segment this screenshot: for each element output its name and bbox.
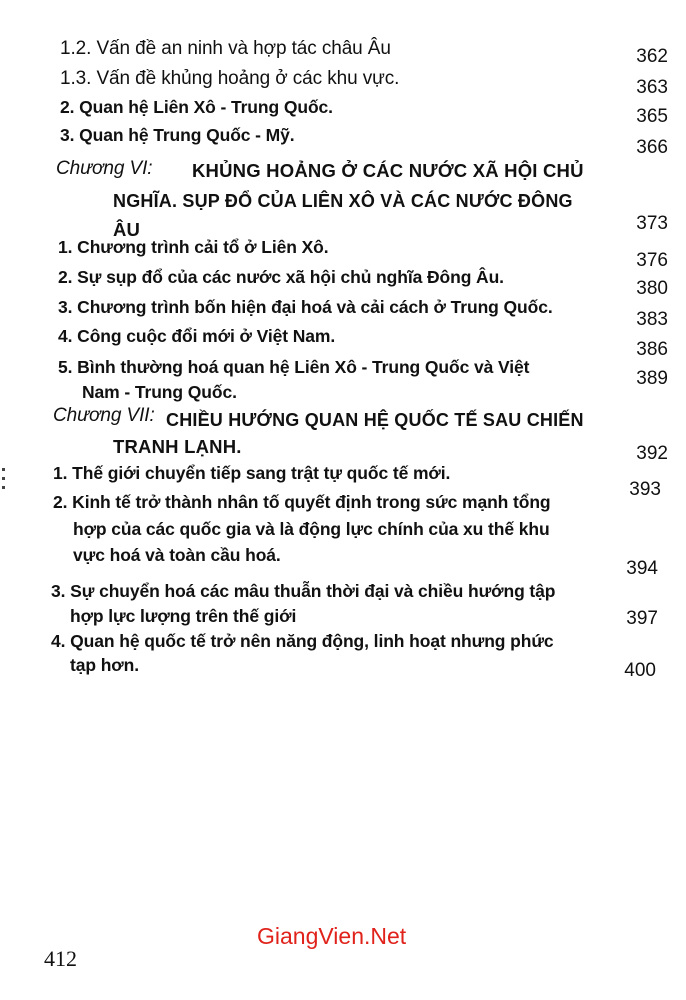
toc-page-chapter-6: 373 xyxy=(636,213,668,234)
toc-entry-7-3-line-2: hợp lực lượng trên thế giới xyxy=(70,606,297,626)
toc-page-3: 366 xyxy=(636,137,668,158)
chapter-6-title-line-3: ÂU xyxy=(113,219,141,240)
toc-page-chapter-7: 392 xyxy=(636,443,668,464)
toc-page-7-2: 394 xyxy=(626,558,658,579)
scan-margin-marks xyxy=(0,462,6,502)
toc-page-6-5: 389 xyxy=(636,368,668,389)
toc-entry-1-3: 1.3. Vấn đề khủng hoảng ở các khu vực. xyxy=(60,68,400,89)
toc-entry-6-5-line-1: 5. Bình thường hoá quan hệ Liên Xô - Trung Quốc và Việt xyxy=(58,357,530,377)
page-number: 412 xyxy=(44,946,77,971)
chapter-7-label: Chương VII: xyxy=(53,405,155,426)
toc-entry-7-1: 1. Thế giới chuyển tiếp sang trật tự quốc tế mới. xyxy=(53,463,451,483)
chapter-6-title-line-2: NGHĨA. SỤP ĐỔ CỦA LIÊN XÔ VÀ CÁC NƯỚC ĐÔNG xyxy=(113,191,573,211)
toc-page-6-2: 380 xyxy=(636,278,668,299)
toc-entry-6-2: 2. Sự sụp đổ của các nước xã hội chủ nghĩa Đông Âu. xyxy=(58,267,504,287)
toc-entry-7-2-line-3: vực hoá và toàn cầu hoá. xyxy=(73,545,281,565)
toc-entry-7-4-line-2: tạp hơn. xyxy=(70,655,139,675)
toc-page-1-2: 362 xyxy=(636,46,668,67)
toc-page-1-3: 363 xyxy=(636,77,668,98)
toc-entry-1-2: 1.2. Vấn đề an ninh và hợp tác châu Âu xyxy=(60,38,391,59)
toc-entry-6-5-line-2: Nam - Trung Quốc. xyxy=(82,382,237,402)
toc-entry-6-1: 1. Chương trình cải tổ ở Liên Xô. xyxy=(58,237,329,257)
toc-page-6-1: 376 xyxy=(636,250,668,271)
toc-entry-6-3: 3. Chương trình bốn hiện đại hoá và cải cách ở Trung Quốc. xyxy=(58,297,553,317)
toc-entry-7-3-line-1: 3. Sự chuyển hoá các mâu thuẫn thời đại và chiều hướng tập xyxy=(51,581,556,601)
toc-page-6-3: 383 xyxy=(636,309,668,330)
toc-page-2: 365 xyxy=(636,106,668,127)
toc-page-7-1: 393 xyxy=(629,479,661,500)
chapter-7-title-line-1: CHIỀU HƯỚNG QUAN HỆ QUỐC TẾ SAU CHIẾN xyxy=(166,410,584,430)
chapter-6-title-line-1: KHỦNG HOẢNG Ở CÁC NƯỚC XÃ HỘI CHỦ xyxy=(192,160,584,181)
watermark-text: GiangVien.Net xyxy=(257,923,407,949)
toc-entry-3: 3. Quan hệ Trung Quốc - Mỹ. xyxy=(60,125,295,145)
toc-entry-2: 2. Quan hệ Liên Xô - Trung Quốc. xyxy=(60,97,333,117)
toc-entry-7-2-line-1: 2. Kinh tế trở thành nhân tố quyết định trong sức mạnh tổng xyxy=(53,492,551,512)
chapter-7-title-line-2: TRANH LẠNH. xyxy=(113,436,242,457)
toc-page-7-4: 400 xyxy=(624,660,656,681)
toc-entry-6-4: 4. Công cuộc đổi mới ở Việt Nam. xyxy=(58,326,336,346)
toc-page-7-3: 397 xyxy=(626,608,658,629)
toc-entry-7-4-line-1: 4. Quan hệ quốc tế trở nên năng động, linh hoạt nhưng phức xyxy=(51,631,554,651)
toc-page-6-4: 386 xyxy=(636,339,668,360)
toc-entry-7-2-line-2: hợp của các quốc gia và là động lực chính của xu thế khu xyxy=(73,519,550,539)
chapter-6-label: Chương VI: xyxy=(56,158,153,179)
